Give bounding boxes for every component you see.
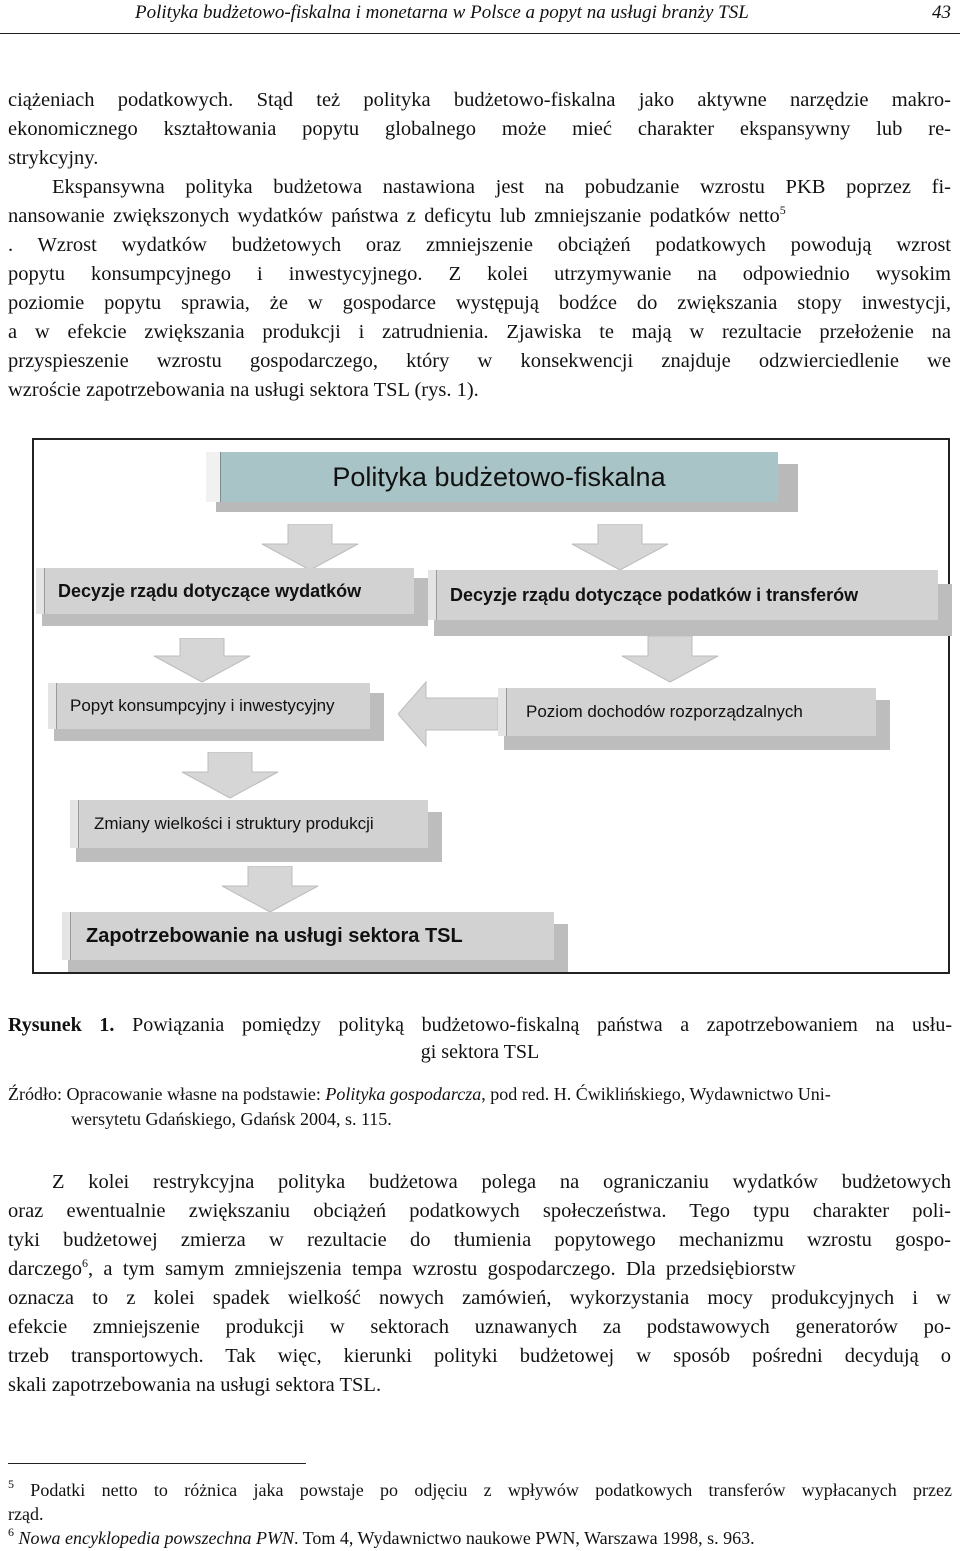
- text-line: oznacza to z kolei spadek wielkość nowych zamówień, wykorzystania mocy produkcyjnych i w: [8, 1287, 951, 1309]
- arrow-down-icon: [178, 752, 282, 800]
- footnote-6-number: 6: [8, 1525, 14, 1539]
- arrow-down-icon: [218, 866, 322, 914]
- policy-box-face: [220, 452, 778, 502]
- text-line: ekonomicznego kształtowania popytu globalnego może mieć charakter ekspansywny lub re-: [8, 118, 951, 140]
- production-box: [70, 800, 442, 862]
- policy-box: [206, 452, 798, 512]
- text-line: Ekspansywna polityka budżetowa nastawiona jest na pobudzanie wzrostu PKB poprzez fi-: [52, 176, 951, 198]
- page-number: 43: [932, 2, 951, 23]
- text-line: poziomie popytu sprawia, że w gospodarce występują bodźce do zwiększania stopy inwestycji,: [8, 292, 951, 314]
- text-line-with-footnote: [8, 202, 951, 230]
- income-box-label: Poziom dochodów rozporządzalnych: [526, 702, 803, 721]
- text-line: popytu konsumpcyjnego i inwestycyjnego. Z kolei utrzymywanie na odpowiednio wysokim: [8, 263, 951, 285]
- footnote-ref-5[interactable]: 5: [779, 203, 786, 217]
- production-box-label: Zmiany wielkości i struktury produkcji: [94, 814, 374, 833]
- footnote-rule: [8, 1463, 306, 1464]
- box-edge: [498, 688, 507, 736]
- text-line: efekcie zmniejszenie produkcji w sektorach uznawanych za podstawowych generatorów po-: [8, 1316, 951, 1338]
- running-header: [0, 2, 960, 32]
- text-line: Z kolei restrykcyjna polityka budżetowa polega na ograniczaniu wydatków budżetowych: [52, 1171, 951, 1193]
- caption-text: Powiązania pomiędzy polityką budżetowo-fiskalną państwa a zapotrzebowaniem na usłu-: [114, 1014, 952, 1036]
- box-edge: [70, 800, 79, 848]
- tsl-demand-face: [62, 912, 554, 960]
- text-line: strykcyjny.: [8, 147, 99, 169]
- text-line-with-footnote: [8, 1255, 951, 1283]
- text-line: przyspieszenie wzrostu gospodarczego, który w konsekwencji znajduje odzwierciedlenie we: [8, 350, 951, 372]
- tax-decision-label: Decyzje rządu dotyczące podatków i transferów: [450, 584, 859, 605]
- production-box-face: [70, 800, 428, 848]
- source-line-2: wersytetu Gdańskiego, Gdańsk 2004, s. 115.: [71, 1109, 392, 1129]
- figure-source: [8, 1082, 943, 1132]
- caption-line-2: gi sektora TSL: [420, 1041, 540, 1063]
- caption-label: Rysunek 1.: [8, 1014, 115, 1036]
- tsl-demand-box: [62, 912, 568, 972]
- caption-line-1: [8, 1012, 952, 1039]
- arrow-down-icon: [258, 524, 362, 572]
- text-line: oraz ewentualnie zwiększaniu obciążeń podatkowych społeczeństwa. Tego typu charakter poli-: [8, 1200, 951, 1222]
- text-line: tyki budżetowej zmierza w rezultacie do tłumienia popytowego mechanizmu wzrostu gospo-: [8, 1229, 951, 1251]
- footnote-6-title: Nowa encyklopedia powszechna PWN: [14, 1528, 294, 1548]
- box-edge: [206, 452, 221, 502]
- income-box: [498, 688, 890, 750]
- arrow-left-icon: [398, 680, 502, 748]
- box-edge: [62, 912, 71, 960]
- arrow-down-icon: [618, 636, 722, 684]
- source-rest: , pod red. H. Ćwiklińskiego, Wydawnictwo Uni-: [481, 1084, 831, 1104]
- tsl-demand-label: Zapotrzebowanie na usługi sektora TSL: [86, 924, 463, 947]
- spending-decision-box: [36, 568, 428, 626]
- header-rule: [0, 33, 960, 34]
- tax-decision-face: [428, 570, 938, 620]
- box-edge: [428, 570, 437, 620]
- footnote-5-number: 5: [8, 1477, 14, 1491]
- text-line: . Wzrost wydatków budżetowych oraz zmniejszenie obciążeń podatkowych powodują wzrost: [8, 234, 951, 256]
- income-box-face: [498, 688, 876, 736]
- footnote-ref-6[interactable]: 6: [81, 1256, 88, 1270]
- arrow-down-icon: [568, 524, 672, 572]
- spending-decision-face: [36, 568, 414, 614]
- running-title: Polityka budżetowo-fiskalna i monetarna w Polsce a popyt na usługi branży TSL: [135, 2, 749, 23]
- arrow-down-icon: [150, 638, 254, 684]
- demand-box: [48, 683, 384, 741]
- footnote-5-text: Podatki netto to różnica jaka powstaje po odjęciu z wpływów podatkowych transferów wypłacanych przez: [14, 1480, 952, 1500]
- demand-box-label: Popyt konsumpcyjny i inwestycyjny: [70, 696, 335, 715]
- demand-box-face: [48, 683, 370, 729]
- source-line-1: [8, 1082, 943, 1107]
- figure-caption: [8, 1012, 952, 1066]
- footnote-6-text: . Tom 4, Wydawnictwo naukowe PWN, Warszawa 1998, s. 963.: [293, 1528, 755, 1548]
- policy-box-label: Polityka budżetowo-fiskalna: [332, 461, 666, 492]
- spending-decision-label: Decyzje rządu dotyczące wydatków: [58, 580, 362, 601]
- box-edge: [48, 683, 57, 729]
- box-edge: [36, 568, 45, 614]
- footnote-5: [8, 1478, 952, 1503]
- text-line: trzeb transportowych. Tak więc, kierunki polityki budżetowej w sposób pośredni decydują o: [8, 1345, 951, 1367]
- text-line: ciążeniach podatkowych. Stąd też polityka budżetowo-fiskalna jako aktywne narzędzie makro-: [8, 89, 951, 111]
- tax-decision-box: [428, 570, 952, 636]
- text-line: wzroście zapotrzebowania na usługi sektora TSL (rys. 1).: [8, 379, 479, 401]
- footnote-6: [8, 1526, 755, 1551]
- text-segment: nansowanie zwiększonych wydatków państwa z deficytu lub zmniejszanie podatków netto: [8, 205, 780, 227]
- text-line: skali zapotrzebowania na usługi sektora TSL.: [8, 1374, 382, 1396]
- footnote-5-cont: rząd.: [8, 1504, 44, 1524]
- text-line: a w efekcie zwiększania produkcji i zatrudnienia. Zjawiska te mają w rezultacie przełożenie na: [8, 321, 951, 343]
- text-segment: , a tym samym zmniejszenia tempa wzrostu gospodarczego. Dla przedsiębiorstw: [87, 1258, 796, 1280]
- source-title: Polityka gospodarcza: [325, 1084, 482, 1104]
- source-prefix: Źródło: Opracowanie własne na podstawie:: [8, 1084, 326, 1104]
- text-segment: darczego: [8, 1258, 82, 1280]
